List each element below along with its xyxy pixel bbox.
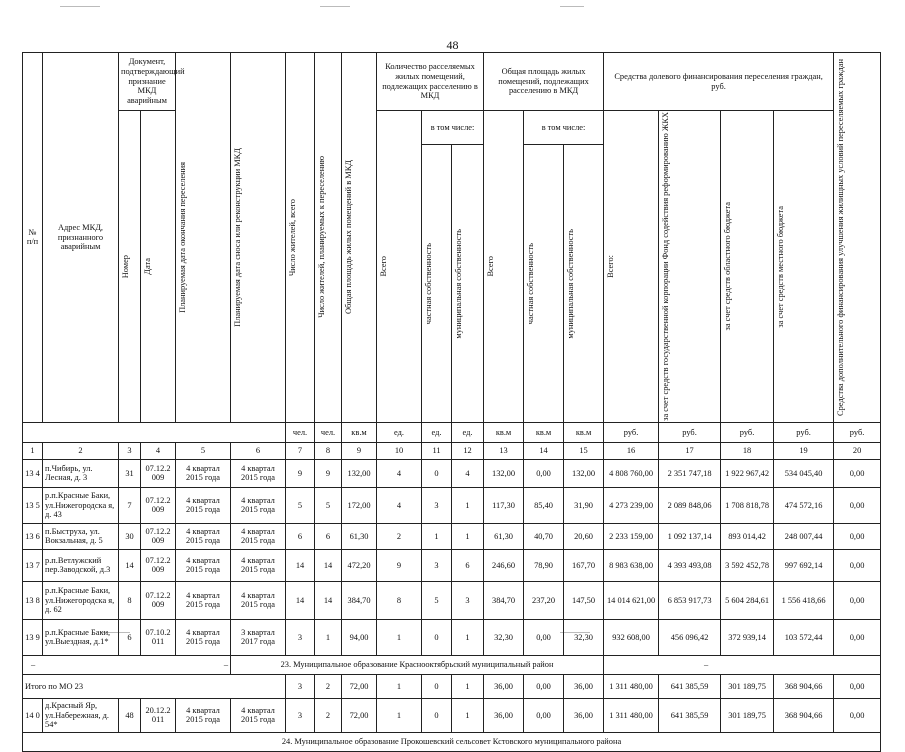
table-cell: 61,30 [484,523,524,549]
table-cell: 474 572,16 [774,487,834,523]
column-number: 18 [721,442,774,459]
table-cell: р.п.Красные Баки, ул.Выездная, д.1* [43,619,119,655]
table-cell: р.п.Ветлужский пер.Заводской, д.3 [43,549,119,581]
table-cell: 3 592 452,78 [721,549,774,581]
table-cell: 4 [377,459,422,487]
table-cell: 1 708 818,78 [721,487,774,523]
table-cell: 172,00 [342,487,377,523]
table-cell: 6 [119,619,141,655]
table-cell: 4 273 239,00 [604,487,659,523]
table-cell: 07.10.2 011 [141,619,176,655]
table-cell: 3 [286,698,315,732]
header-fund-total: Всего: [604,111,659,423]
table-cell: п.Чибирь, ул. Лесная, д. 3 [43,459,119,487]
table-cell: 4 квартал 2015 года [231,459,286,487]
table-cell: 248 007,44 [774,523,834,549]
table-cell: 07.12.2 009 [141,487,176,523]
table-cell: 641 385,59 [659,698,721,732]
table-cell: 4 [452,459,484,487]
table-cell: 5 [315,487,342,523]
table-cell: 9 [286,459,315,487]
table-cell: 14 [119,549,141,581]
table-cell: 13 6 [23,523,43,549]
unit-cell: кв.м [564,422,604,442]
column-number: 13 [484,442,524,459]
table-cell: р.п.Красные Баки, ул.Нижегородска я, д. 43 [43,487,119,523]
table-cell: 3 квартал 2017 года [231,619,286,655]
table-cell: 0,00 [834,581,881,619]
table-cell: 117,30 [484,487,524,523]
total-row [23,674,881,698]
table-cell: 07.12.2 009 [141,581,176,619]
table-cell: 1 [452,523,484,549]
table-cell: 4 квартал 2015 года [176,459,231,487]
unit-cell: ед. [422,422,452,442]
unit-cell: ед. [377,422,422,442]
header-doc-number: Номер [119,111,141,423]
header-rooms-in-that: в том числе: [422,111,484,145]
table-cell: 3 [286,674,315,698]
table-cell: 0,00 [834,698,881,732]
column-number: 6 [231,442,286,459]
table-cell: 4 квартал 2015 года [176,619,231,655]
table-cell: 4 квартал 2015 года [176,487,231,523]
table-cell: 6 [315,523,342,549]
table-cell: 3 [422,487,452,523]
section-23-title: 23. Муниципальное образование Краснооктябрьский муниципальный район [231,655,604,674]
table-cell: 78,90 [524,549,564,581]
table-cell: 0 [422,674,452,698]
table-cell: 1 922 967,42 [721,459,774,487]
table-cell: 2 [377,523,422,549]
unit-cell: руб. [659,422,721,442]
table-cell: 1 [452,487,484,523]
column-number: 15 [564,442,604,459]
header-num: № п/п [23,53,43,423]
table-cell: 2 351 747,18 [659,459,721,487]
table-cell: 5 604 284,61 [721,581,774,619]
table-cell: 237,20 [524,581,564,619]
column-number: 7 [286,442,315,459]
table-cell: 2 089 848,06 [659,487,721,523]
header-address: Адрес МКД, признанного аварийным [43,53,119,423]
table-cell: 1 [422,523,452,549]
table-cell: 534 045,40 [774,459,834,487]
table-cell: 0,00 [834,674,881,698]
table-row [23,698,881,732]
table-cell: 9 [377,549,422,581]
table-cell: 72,00 [342,698,377,732]
table-cell: 4 квартал 2015 года [231,698,286,732]
table-cell: 893 014,42 [721,523,774,549]
header-area-in-that: в том числе: [524,111,604,145]
unit-cell: кв.м [524,422,564,442]
table-cell: р.п.Красные Баки, ул.Нижегородска я, д. 62 [43,581,119,619]
column-number: 14 [524,442,564,459]
resettlement-table [22,52,881,752]
table-cell: 0,00 [834,487,881,523]
unit-cell: руб. [774,422,834,442]
table-cell: 8 [377,581,422,619]
table-cell: 4 квартал 2015 года [176,581,231,619]
unit-cell: руб. [834,422,881,442]
table-cell: 301 189,75 [721,674,774,698]
table-cell: 61,30 [342,523,377,549]
table-cell: 14 [286,549,315,581]
table-cell: 932 608,00 [604,619,659,655]
table-cell: 384,70 [342,581,377,619]
header-planned-demolish: Планируемая дата сноса или реконструкции МКД [231,53,286,423]
table-cell: 14 [315,581,342,619]
table-cell: 1 [315,619,342,655]
unit-cell: чел. [286,422,315,442]
header-residents-planned: Число жителей, планируемых к переселению [315,53,342,423]
table-cell: 31 [119,459,141,487]
table-cell: 368 904,66 [774,674,834,698]
header-living-area: Общая площадь жилых помещений в МКД [342,53,377,423]
header-fund-regional: за счет средств областного бюджета [721,111,774,423]
column-number: 4 [141,442,176,459]
header-doc-date: Дата [141,111,176,423]
table-cell: 14 [315,549,342,581]
table-cell: 1 556 418,66 [774,581,834,619]
header-rooms-private: частная собственность [422,145,452,422]
unit-cell: кв.м [342,422,377,442]
header-area-resettle: Общая площадь жилых помещений, подлежащих расселению в МКД [484,53,604,111]
table-cell: 4 квартал 2015 года [231,581,286,619]
unit-cell: руб. [604,422,659,442]
column-number: 1 [23,442,43,459]
table-cell: 246,60 [484,549,524,581]
header-rooms-total: Всего [377,111,422,423]
table-cell: 2 [315,674,342,698]
header-doc: Документ, подтверждающий признание МКД аварийным [119,53,176,111]
table-cell: 3 [452,581,484,619]
table-cell: 4 [377,487,422,523]
column-number: 9 [342,442,377,459]
table-cell: 07.12.2 009 [141,459,176,487]
table-cell: 5 [422,581,452,619]
table-cell: 132,00 [484,459,524,487]
table-cell: 167,70 [564,549,604,581]
table-cell: 4 квартал 2015 года [176,698,231,732]
table-cell: 20.12.2 011 [141,698,176,732]
column-number: 3 [119,442,141,459]
column-number: 12 [452,442,484,459]
table-row [23,523,881,549]
table-row [23,581,881,619]
table-cell: 1 311 480,00 [604,698,659,732]
table-cell: 372 939,14 [721,619,774,655]
column-number: 17 [659,442,721,459]
table-cell: 0 [422,459,452,487]
table-cell: 147,50 [564,581,604,619]
column-number: 5 [176,442,231,459]
table-cell: 0,00 [524,698,564,732]
table-cell: д.Красный Яр, ул.Набережная, д. 54* [43,698,119,732]
table-cell: 4 808 760,00 [604,459,659,487]
table-cell: 6 [286,523,315,549]
column-number: 2 [43,442,119,459]
table-cell: 36,00 [564,698,604,732]
table-cell: 1 [452,698,484,732]
table-cell: 7 [119,487,141,523]
table-cell: 0,00 [524,674,564,698]
table-cell: 13 4 [23,459,43,487]
page-number: 48 [446,38,459,52]
column-number: 11 [422,442,452,459]
section-23-row [23,655,881,674]
table-cell: 368 904,66 [774,698,834,732]
header-rooms-municipal: муниципальная собственность [452,145,484,422]
table-cell: 13 7 [23,549,43,581]
table-cell: 0,00 [834,523,881,549]
unit-cell: чел. [315,422,342,442]
header-residents-total: Число жителей, всего [286,53,315,423]
table-cell: 31,90 [564,487,604,523]
table-cell: 13 5 [23,487,43,523]
table-cell: 1 [452,619,484,655]
table-cell: 301 189,75 [721,698,774,732]
table-cell: 6 [452,549,484,581]
table-cell: 07.12.2 009 [141,549,176,581]
table-row [23,549,881,581]
table-cell: 103 572,44 [774,619,834,655]
table-cell: 1 311 480,00 [604,674,659,698]
table-cell: 132,00 [564,459,604,487]
table-cell: 32,30 [564,619,604,655]
table-cell: 0,00 [524,619,564,655]
table-cell: 20,60 [564,523,604,549]
table-cell: 48 [119,698,141,732]
table-cell: п.Быструха, ул. Вокзальная, д. 5 [43,523,119,549]
unit-cell: руб. [721,422,774,442]
table-cell: 0,00 [834,549,881,581]
table-cell: 07.12.2 009 [141,523,176,549]
table-cell: 14 014 621,00 [604,581,659,619]
table-cell: 1 [377,674,422,698]
table-cell: 0 [422,619,452,655]
unit-cell: кв.м [484,422,524,442]
unit-cell: ед. [452,422,484,442]
column-number: 19 [774,442,834,459]
header-area-private: частная собственность [524,145,564,422]
table-cell: 641 385,59 [659,674,721,698]
header-fund-fz: за счет средств государственной корпорации Фонд содействия реформированию ЖКХ [659,111,721,423]
table-cell: 32,30 [484,619,524,655]
table-cell: 6 853 917,73 [659,581,721,619]
table-cell: 0,00 [834,619,881,655]
table-cell: 4 квартал 2015 года [231,549,286,581]
table-cell: 36,00 [564,674,604,698]
table-cell: 1 [377,619,422,655]
table-cell: 384,70 [484,581,524,619]
table-cell: 14 [286,581,315,619]
header-fund-local: за счет средств местного бюджета [774,111,834,423]
table-cell: 132,00 [342,459,377,487]
table-cell: 0 [422,698,452,732]
table-cell: 0,00 [834,459,881,487]
table-cell: 4 квартал 2015 года [231,523,286,549]
table-cell: 40,70 [524,523,564,549]
section-23-right: – [604,655,881,674]
table-cell: 0,00 [524,459,564,487]
column-number: 16 [604,442,659,459]
scan-artifact [60,6,100,7]
table-cell: 72,00 [342,674,377,698]
table-row [23,619,881,655]
section-24-row [23,732,881,751]
table-cell: 94,00 [342,619,377,655]
scan-artifact [560,6,584,7]
header-area-municipal: муниципальная собственность [564,145,604,422]
header-planned-resettle: Планируемая дата окончания переселения [176,53,231,423]
table-row [23,487,881,523]
units-empty [23,422,286,442]
table-cell: 456 096,42 [659,619,721,655]
table-cell: 1 092 137,14 [659,523,721,549]
section-24-title: 24. Муниципальное образование Прокошевский сельсовет Кстовского муниципального района [23,732,881,751]
table-cell: 2 233 159,00 [604,523,659,549]
table-cell: 4 квартал 2015 года [176,549,231,581]
table-cell: 472,20 [342,549,377,581]
header-funding: Средства долевого финансирования переселения граждан, руб. [604,53,834,111]
table-cell: 2 [315,698,342,732]
column-number: 10 [377,442,422,459]
table-cell: 4 квартал 2015 года [176,523,231,549]
table-row [23,459,881,487]
table-cell: 5 [286,487,315,523]
table-cell: 9 [315,459,342,487]
table-cell: 36,00 [484,698,524,732]
table-cell: 3 [422,549,452,581]
table-cell: 997 692,14 [774,549,834,581]
table-cell: 1 [452,674,484,698]
table-cell: 85,40 [524,487,564,523]
scan-artifact [320,6,350,7]
column-number: 20 [834,442,881,459]
table-cell: 30 [119,523,141,549]
table-cell: 4 393 493,08 [659,549,721,581]
header-fund-extra: Средства дополнительного финансирования улучшения жилищных условий переселяемых граждан [834,53,881,423]
table-cell: 8 983 638,00 [604,549,659,581]
table-cell: 4 квартал 2015 года [231,487,286,523]
table-cell: 8 [119,581,141,619]
table-cell: 13 8 [23,581,43,619]
table-cell: 14 0 [23,698,43,732]
table-cell: 3 [286,619,315,655]
table-cell: 36,00 [484,674,524,698]
header-rooms-count: Количество расселяемых жилых помещений, подлежащих расселению в МКД [377,53,484,111]
table-cell: 13 9 [23,619,43,655]
section-23-left: – – [23,655,231,674]
total-label: Итого по МО 23 [23,674,286,698]
table-cell: 1 [377,698,422,732]
column-number: 8 [315,442,342,459]
header-area-total: Всего [484,111,524,423]
